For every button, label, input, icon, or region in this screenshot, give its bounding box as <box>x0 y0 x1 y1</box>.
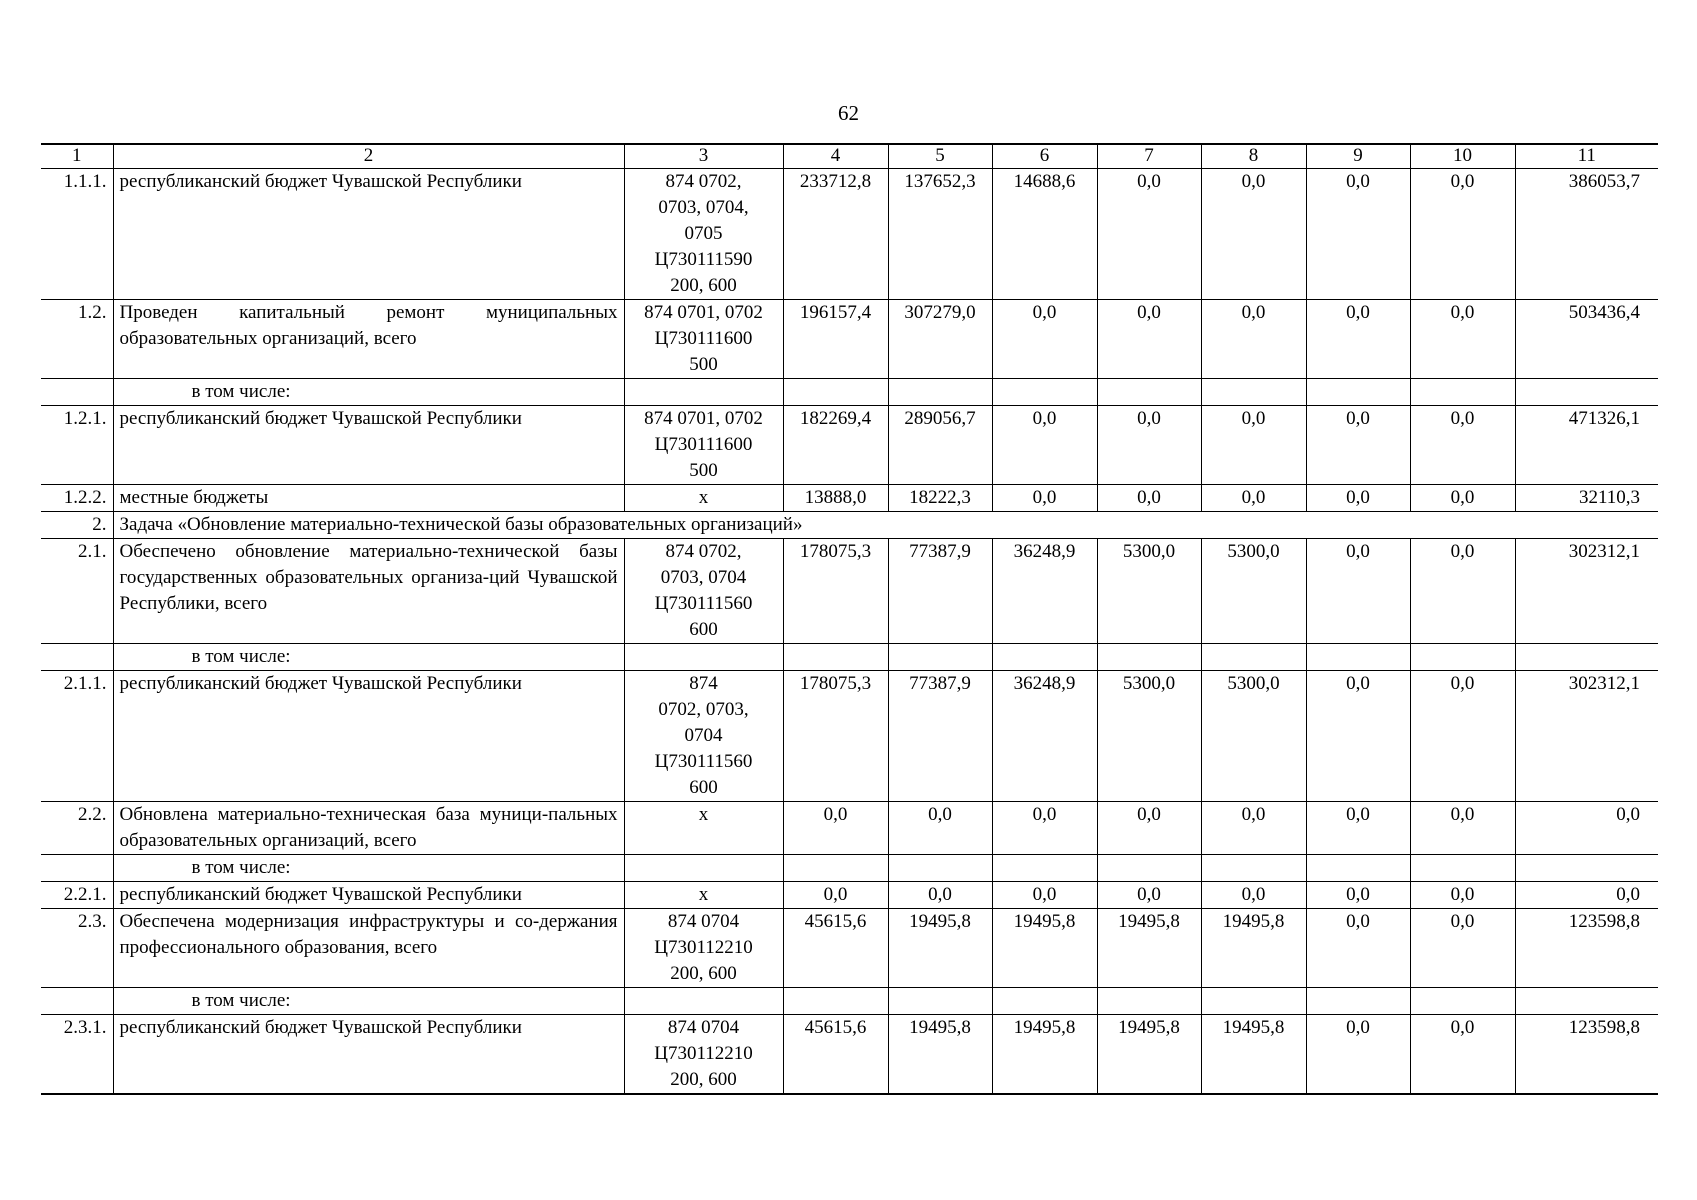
year-value: 0,0 <box>888 802 992 855</box>
year-value: 0,0 <box>783 882 888 909</box>
row-name: республиканский бюджет Чувашской Республики <box>113 1015 624 1095</box>
year-value: 0,0 <box>1201 300 1306 379</box>
year-value <box>1201 988 1306 1015</box>
year-value: 0,0 <box>1306 671 1410 802</box>
budget-code <box>624 988 783 1015</box>
year-value: 307279,0 <box>888 300 992 379</box>
year-value: 19495,8 <box>992 1015 1097 1095</box>
year-value: 0,0 <box>1410 1015 1515 1095</box>
row-name: Обновлена материально-техническая база муници-пальных образовательных организаций, всего <box>113 802 624 855</box>
year-value: 0,0 <box>888 882 992 909</box>
column-header: 8 <box>1201 144 1306 169</box>
column-header: 3 <box>624 144 783 169</box>
budget-code: 874 0701, 0702 Ц730111600 500 <box>624 406 783 485</box>
year-value: 36248,9 <box>992 539 1097 644</box>
year-value: 0,0 <box>1410 802 1515 855</box>
year-value: 137652,3 <box>888 169 992 300</box>
table-row <box>41 406 1658 485</box>
year-value <box>783 379 888 406</box>
column-header: 7 <box>1097 144 1201 169</box>
year-value <box>888 988 992 1015</box>
budget-code: x <box>624 802 783 855</box>
year-value: 0,0 <box>1201 485 1306 512</box>
total-value: 302312,1 <box>1515 539 1658 644</box>
row-name: республиканский бюджет Чувашской Республики <box>113 882 624 909</box>
row-number: 2.1.1. <box>41 671 113 802</box>
year-value: 0,0 <box>1306 1015 1410 1095</box>
year-value: 0,0 <box>1410 539 1515 644</box>
total-value: 302312,1 <box>1515 671 1658 802</box>
total-value: 471326,1 <box>1515 406 1658 485</box>
year-value: 0,0 <box>1410 406 1515 485</box>
budget-code <box>624 855 783 882</box>
year-value <box>1306 379 1410 406</box>
year-value <box>1097 855 1201 882</box>
year-value: 0,0 <box>1097 169 1201 300</box>
year-value <box>1097 988 1201 1015</box>
row-name: республиканский бюджет Чувашской Республики <box>113 406 624 485</box>
year-value: 0,0 <box>1410 909 1515 988</box>
year-value: 233712,8 <box>783 169 888 300</box>
table-row <box>41 802 1658 855</box>
year-value: 13888,0 <box>783 485 888 512</box>
year-value: 77387,9 <box>888 539 992 644</box>
year-value <box>1306 988 1410 1015</box>
budget-code <box>624 644 783 671</box>
year-value <box>783 988 888 1015</box>
total-value: 32110,3 <box>1515 485 1658 512</box>
year-value: 0,0 <box>1201 169 1306 300</box>
total-value: 386053,7 <box>1515 169 1658 300</box>
year-value <box>888 855 992 882</box>
row-number: 1.1.1. <box>41 169 113 300</box>
budget-table <box>41 143 1658 1095</box>
year-value: 5300,0 <box>1201 671 1306 802</box>
year-value <box>1306 644 1410 671</box>
year-value <box>1201 379 1306 406</box>
year-value: 0,0 <box>1410 300 1515 379</box>
column-header: 9 <box>1306 144 1410 169</box>
year-value: 0,0 <box>992 882 1097 909</box>
subheading-row <box>41 644 1658 671</box>
total-value: 123598,8 <box>1515 909 1658 988</box>
year-value <box>1201 855 1306 882</box>
budget-code <box>624 379 783 406</box>
year-value: 45615,6 <box>783 1015 888 1095</box>
year-value <box>992 644 1097 671</box>
year-value: 19495,8 <box>1097 909 1201 988</box>
year-value: 0,0 <box>1306 300 1410 379</box>
year-value: 14688,6 <box>992 169 1097 300</box>
subheading-row <box>41 379 1658 406</box>
year-value: 178075,3 <box>783 539 888 644</box>
row-number: 2.1. <box>41 539 113 644</box>
column-header: 6 <box>992 144 1097 169</box>
table-row <box>41 300 1658 379</box>
row-number: 2.3.1. <box>41 1015 113 1095</box>
year-value: 0,0 <box>1306 802 1410 855</box>
budget-code: 874 0702, 0703, 0704 Ц730111560 600 <box>624 539 783 644</box>
column-header: 1 <box>41 144 113 169</box>
year-value <box>1410 379 1515 406</box>
table-row <box>41 909 1658 988</box>
year-value <box>888 644 992 671</box>
year-value: 0,0 <box>1097 882 1201 909</box>
column-header: 4 <box>783 144 888 169</box>
budget-code: 874 0702, 0703, 0704 Ц730111560 600 <box>624 671 783 802</box>
budget-code: x <box>624 882 783 909</box>
year-value <box>1410 855 1515 882</box>
year-value: 0,0 <box>1201 406 1306 485</box>
subheading-row <box>41 855 1658 882</box>
year-value: 5300,0 <box>1201 539 1306 644</box>
page-number: 62 <box>838 101 859 125</box>
total-value <box>1515 855 1658 882</box>
year-value: 19495,8 <box>888 909 992 988</box>
year-value <box>888 379 992 406</box>
subheading-row <box>41 988 1658 1015</box>
year-value <box>992 379 1097 406</box>
budget-code: 874 0704 Ц730112210 200, 600 <box>624 909 783 988</box>
row-number: 1.2.1. <box>41 406 113 485</box>
year-value: 182269,4 <box>783 406 888 485</box>
row-name: местные бюджеты <box>113 485 624 512</box>
year-value: 0,0 <box>783 802 888 855</box>
row-name: Обеспечено обновление материально-технической базы государственных образовательных организа-ций Чувашской Республики, всего <box>113 539 624 644</box>
row-number: 1.2. <box>41 300 113 379</box>
year-value: 0,0 <box>1306 882 1410 909</box>
table-row <box>41 539 1658 644</box>
year-value: 0,0 <box>992 802 1097 855</box>
total-value <box>1515 379 1658 406</box>
year-value: 19495,8 <box>992 909 1097 988</box>
year-value <box>1306 855 1410 882</box>
row-number: 2.2.1. <box>41 882 113 909</box>
year-value: 77387,9 <box>888 671 992 802</box>
year-value <box>1410 988 1515 1015</box>
table-row <box>41 671 1658 802</box>
year-value <box>1097 379 1201 406</box>
year-value: 0,0 <box>1097 406 1201 485</box>
row-name: Проведен капитальный ремонт муниципальных образовательных организаций, всего <box>113 300 624 379</box>
year-value: 0,0 <box>1306 909 1410 988</box>
header-row <box>41 144 1658 169</box>
year-value: 5300,0 <box>1097 671 1201 802</box>
year-value: 0,0 <box>1201 882 1306 909</box>
row-number <box>41 644 113 671</box>
year-value: 0,0 <box>992 300 1097 379</box>
column-header: 11 <box>1515 144 1658 169</box>
year-value: 0,0 <box>1410 485 1515 512</box>
year-value: 0,0 <box>992 485 1097 512</box>
subheading-label: в том числе: <box>113 379 624 406</box>
year-value <box>1410 644 1515 671</box>
year-value <box>1201 644 1306 671</box>
budget-code: 874 0704 Ц730112210 200, 600 <box>624 1015 783 1095</box>
column-header: 5 <box>888 144 992 169</box>
total-value: 503436,4 <box>1515 300 1658 379</box>
year-value: 0,0 <box>1201 802 1306 855</box>
total-value: 123598,8 <box>1515 1015 1658 1095</box>
year-value: 0,0 <box>1306 169 1410 300</box>
row-name: Обеспечена модернизация инфраструктуры и со-держания профессионального образования, всего <box>113 909 624 988</box>
column-header: 2 <box>113 144 624 169</box>
row-name: республиканский бюджет Чувашской Республики <box>113 169 624 300</box>
row-number <box>41 988 113 1015</box>
year-value: 0,0 <box>1306 539 1410 644</box>
year-value: 19495,8 <box>1201 909 1306 988</box>
year-value: 0,0 <box>1097 300 1201 379</box>
year-value: 18222,3 <box>888 485 992 512</box>
subheading-label: в том числе: <box>113 644 624 671</box>
year-value: 19495,8 <box>1201 1015 1306 1095</box>
row-name: республиканский бюджет Чувашской Республики <box>113 671 624 802</box>
total-value: 0,0 <box>1515 802 1658 855</box>
year-value <box>783 855 888 882</box>
year-value: 0,0 <box>1410 671 1515 802</box>
subheading-label: в том числе: <box>113 988 624 1015</box>
total-value: 0,0 <box>1515 882 1658 909</box>
year-value <box>783 644 888 671</box>
table-row <box>41 169 1658 300</box>
subheading-label: в том числе: <box>113 855 624 882</box>
year-value: 0,0 <box>1410 882 1515 909</box>
task-row <box>41 512 1658 539</box>
column-header: 10 <box>1410 144 1515 169</box>
year-value: 5300,0 <box>1097 539 1201 644</box>
row-number: 2.3. <box>41 909 113 988</box>
year-value <box>992 988 1097 1015</box>
table-row <box>41 485 1658 512</box>
year-value <box>992 855 1097 882</box>
budget-code: 874 0701, 0702 Ц730111600 500 <box>624 300 783 379</box>
year-value: 0,0 <box>1410 169 1515 300</box>
year-value: 0,0 <box>992 406 1097 485</box>
year-value: 0,0 <box>1306 406 1410 485</box>
table-row <box>41 882 1658 909</box>
year-value: 196157,4 <box>783 300 888 379</box>
row-number: 2. <box>41 512 113 539</box>
year-value <box>1097 644 1201 671</box>
year-value: 0,0 <box>1097 485 1201 512</box>
row-number: 1.2.2. <box>41 485 113 512</box>
year-value: 0,0 <box>1097 802 1201 855</box>
year-value: 19495,8 <box>888 1015 992 1095</box>
year-value: 178075,3 <box>783 671 888 802</box>
budget-code: x <box>624 485 783 512</box>
year-value: 19495,8 <box>1097 1015 1201 1095</box>
year-value: 289056,7 <box>888 406 992 485</box>
table-body <box>41 144 1658 1094</box>
task-title: Задача «Обновление материально-технической базы образовательных организаций» <box>113 512 1658 539</box>
year-value: 0,0 <box>1306 485 1410 512</box>
year-value: 36248,9 <box>992 671 1097 802</box>
budget-code: 874 0702, 0703, 0704, 0705 Ц730111590 200, 600 <box>624 169 783 300</box>
row-number <box>41 855 113 882</box>
year-value: 45615,6 <box>783 909 888 988</box>
row-number <box>41 379 113 406</box>
total-value <box>1515 988 1658 1015</box>
row-number: 2.2. <box>41 802 113 855</box>
total-value <box>1515 644 1658 671</box>
table-row <box>41 1015 1658 1095</box>
